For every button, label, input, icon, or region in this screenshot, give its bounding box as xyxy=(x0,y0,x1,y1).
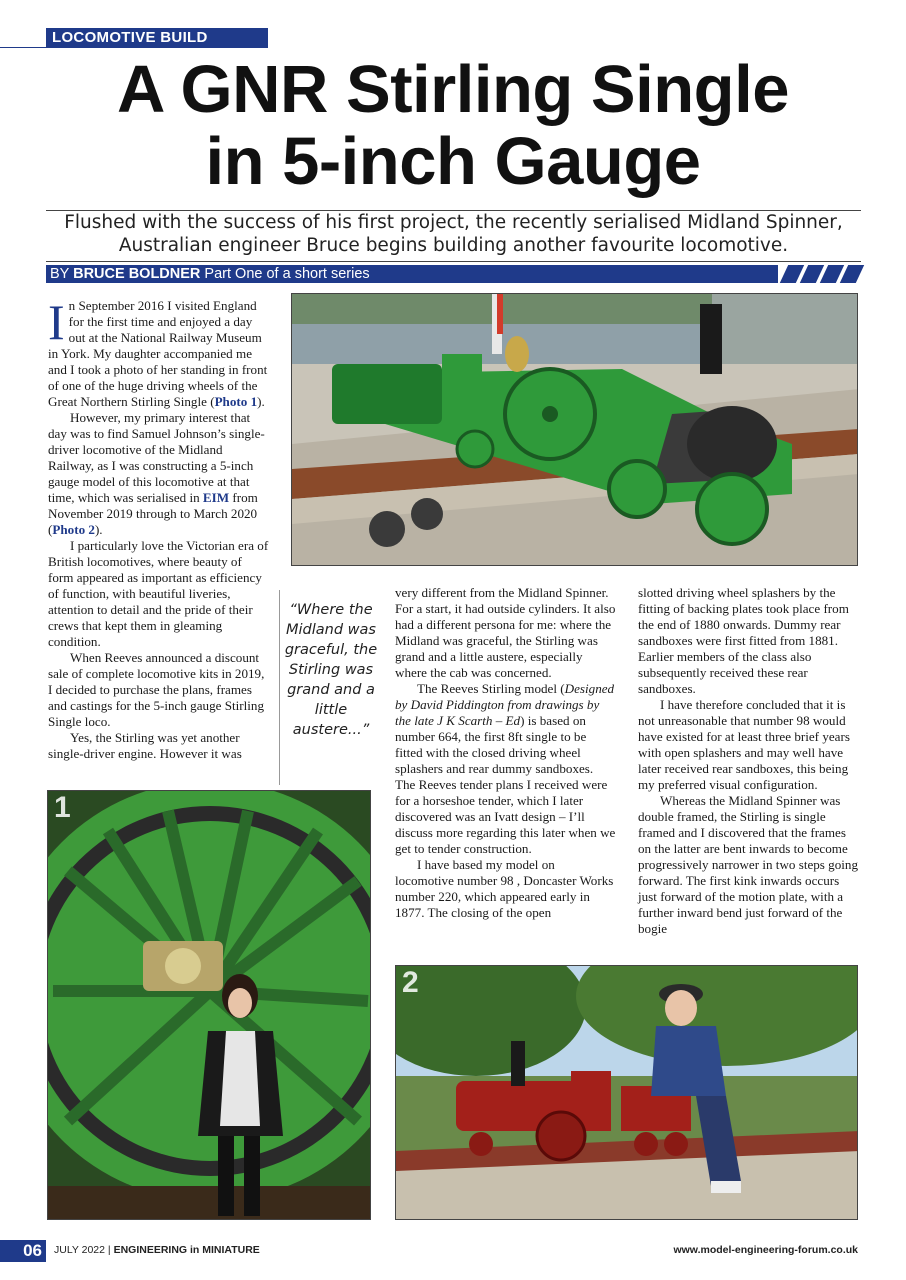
paragraph: The Reeves Stirling model (Designed by David Piddington from drawings by the late J K Scarth – Ed) is based on number 664, the first 8ft single to be fitted with the closed driving wheel splashers and rear dummy sandboxes. The Reeves tender plans I received were for a horseshoe tender, which I later discovered was an Ivatt design – I’ll discuss more regarding this later when we get to tender construction. xyxy=(395,681,616,856)
byline-slashes xyxy=(778,265,858,283)
headline xyxy=(40,54,866,198)
byline-author: BRUCE BOLDNER xyxy=(73,266,201,282)
paragraph: Yes, the Stirling was yet another single-driver engine. However it was xyxy=(48,730,242,761)
photo-2-reference: Photo 2 xyxy=(52,522,95,537)
section-rule xyxy=(0,47,268,48)
pullquote-rule xyxy=(279,590,280,785)
footer-separator: | xyxy=(107,1244,111,1256)
section-bar xyxy=(0,28,268,48)
page-footer xyxy=(0,1240,906,1262)
green-locomotive-photo xyxy=(291,293,858,566)
paragraph: I have therefore concluded that it is not unreasonable that number 98 would have existed for at least three brief years with open splashers and may well have later received rear sandboxes, this being my preferred visual configuration. xyxy=(638,697,850,792)
photo-1-number: 1 xyxy=(54,791,71,824)
headline-line-1: A GNR Stirling Single xyxy=(117,52,789,127)
standfirst xyxy=(46,211,861,257)
standfirst-bottom-rule xyxy=(46,261,861,262)
photo-1-reference: Photo 1 xyxy=(214,394,258,409)
drop-cap: I xyxy=(48,294,65,350)
midland-spinner-photo xyxy=(395,965,858,1220)
paragraph: Whereas the Midland Spinner was double framed, the Stirling is single framed and I discovered that the frames on the latter are bent inwards to become progressively narrower in two steps going forward. The first kink inwards occurs just forward of the motion plate, with a further inward bend just forward of the bogie xyxy=(638,793,859,936)
byline xyxy=(46,265,858,283)
byline-prefix: BY xyxy=(50,266,74,282)
body-column-2 xyxy=(395,585,616,921)
photo-2-number: 2 xyxy=(402,966,419,999)
byline-suffix: Part One of a short series xyxy=(200,266,370,282)
paragraph: very different from the Midland Spinner. For a start, it had outside cylinders. It also had a different persona for me: where the Midland was graceful, the Stirling was grand and a little austere, especially where the cab was concerned. xyxy=(395,585,616,680)
headline-line-2: in 5-inch Gauge xyxy=(205,124,701,199)
paragraph: In September 2016 I visited England for the first time and enjoyed a day out at the National Railway Museum in York. My daughter accompanied me and I took a photo of her standing in front of one of the huge driving wheels of the Great Northern Stirling Single (Photo 1). xyxy=(48,294,268,409)
paragraph: I particularly love the Victorian era of British locomotives, where beauty of form appeared as important as efficiency of function, with beautiful liveries, attention to detail and the pride of their crews that kept them in gleaming condition. xyxy=(48,538,269,649)
paragraph: When Reeves announced a discount sale of complete locomotive kits in 2019, I decided to purchase the plans, frames and castings for the 5-inch gauge Stirling Single loco. xyxy=(48,650,265,729)
footer-date: JULY 2022 xyxy=(54,1244,105,1256)
footer-magazine: ENGINEERING in MINIATURE xyxy=(113,1244,260,1256)
footer-issue xyxy=(54,1244,260,1256)
standfirst-line-2: Australian engineer Bruce begins building another favourite locomotive. xyxy=(118,235,789,256)
pull-quote: “Where the Midland was graceful, the Stirling was grand and a little austere...” xyxy=(284,602,378,738)
standfirst-line-1: Flushed with the success of his first project, the recently serialised Midland Spinner, xyxy=(64,212,843,233)
editor-note: Designed by David Piddington from drawings by the late J K Scarth – Ed xyxy=(395,681,615,728)
eim-reference: EIM xyxy=(202,490,230,505)
paragraph: However, my primary interest that day was to find Samuel Johnson’s single-driver locomotive of the Midland Railway, as I was constructing a 5-inch gauge model of this locomotive at that time, which was serialised in EIM from November 2019 through to March 2020 (Photo 2). xyxy=(48,410,265,537)
driving-wheel-photo xyxy=(47,790,371,1220)
body-column-3 xyxy=(638,585,860,937)
page-number: 06 xyxy=(0,1240,46,1262)
paragraph: slotted driving wheel splashers by the fitting of backing plates took place from the end of 1880 onwards. Dummy rear sandboxes were first fitted from 1881. Earlier members of the class also subsequently received these rear sandboxes. xyxy=(638,585,849,696)
body-column-1 xyxy=(48,294,269,762)
paragraph: I have based my model on locomotive number 98 , Doncaster Works number 220, which appeared early in 1877. The closing of the open xyxy=(395,857,614,920)
section-label: LOCOMOTIVE BUILD xyxy=(46,28,268,47)
footer-url[interactable]: www.model-engineering-forum.co.uk xyxy=(673,1244,858,1256)
